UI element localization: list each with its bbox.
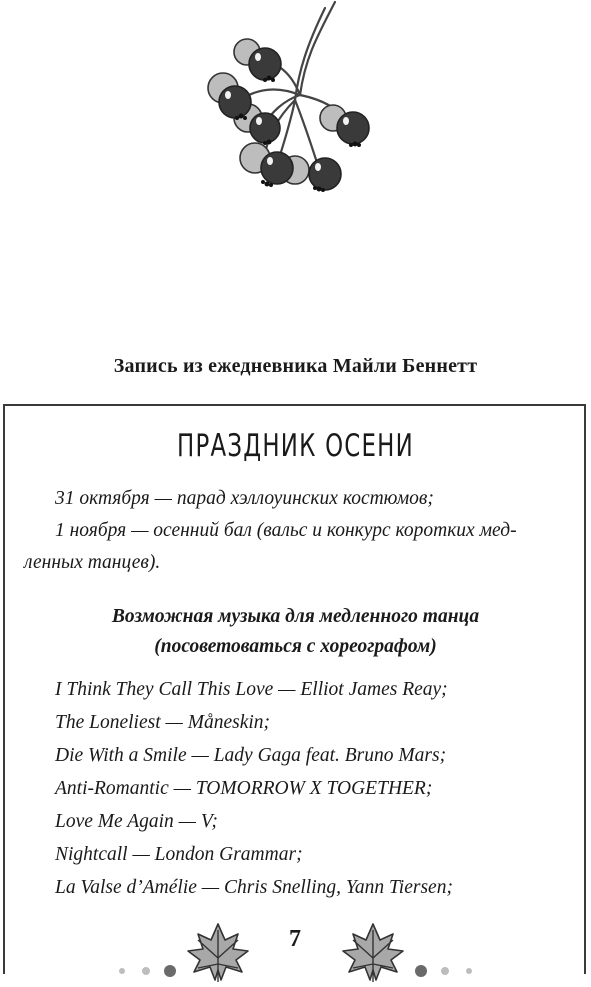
- song-item: Die With a Smile — Lady Gaga feat. Bruno Mars;: [55, 745, 447, 766]
- event-line: 1 ноября — осенний бал (вальс и конкурс коротких мед-: [55, 520, 517, 541]
- song-item: The Loneliest — Måneskin;: [55, 712, 271, 733]
- music-heading-line2: (посоветоваться с хореографом): [154, 636, 437, 657]
- song-item: Nightcall — London Grammar;: [55, 844, 303, 865]
- music-heading-line1: Возможная музыка для медленного танца: [111, 606, 480, 627]
- maple-leaf-icon: [188, 924, 248, 982]
- song-item: Love Me Again — V;: [55, 811, 218, 832]
- page-heading: Запись из ежедневника Майли Беннетт: [113, 355, 478, 377]
- song-item: La Valse d’Amélie — Chris Snelling, Yann Tiersen;: [55, 877, 453, 898]
- event-line: 31 октября — парад хэллоуинских костюмов;: [55, 488, 434, 509]
- rowan-berries-icon: [195, 0, 385, 200]
- song-item: I Think They Call This Love — Elliot James Reay;: [55, 679, 448, 700]
- page-number: 7: [289, 926, 301, 952]
- maple-leaf-icon: [343, 924, 403, 982]
- section-title: ПРАЗДНИК ОСЕНИ: [177, 428, 414, 464]
- song-item: Anti-Romantic — TOMORROW X TOGETHER;: [55, 778, 433, 799]
- event-line: ленных танцев).: [24, 552, 161, 573]
